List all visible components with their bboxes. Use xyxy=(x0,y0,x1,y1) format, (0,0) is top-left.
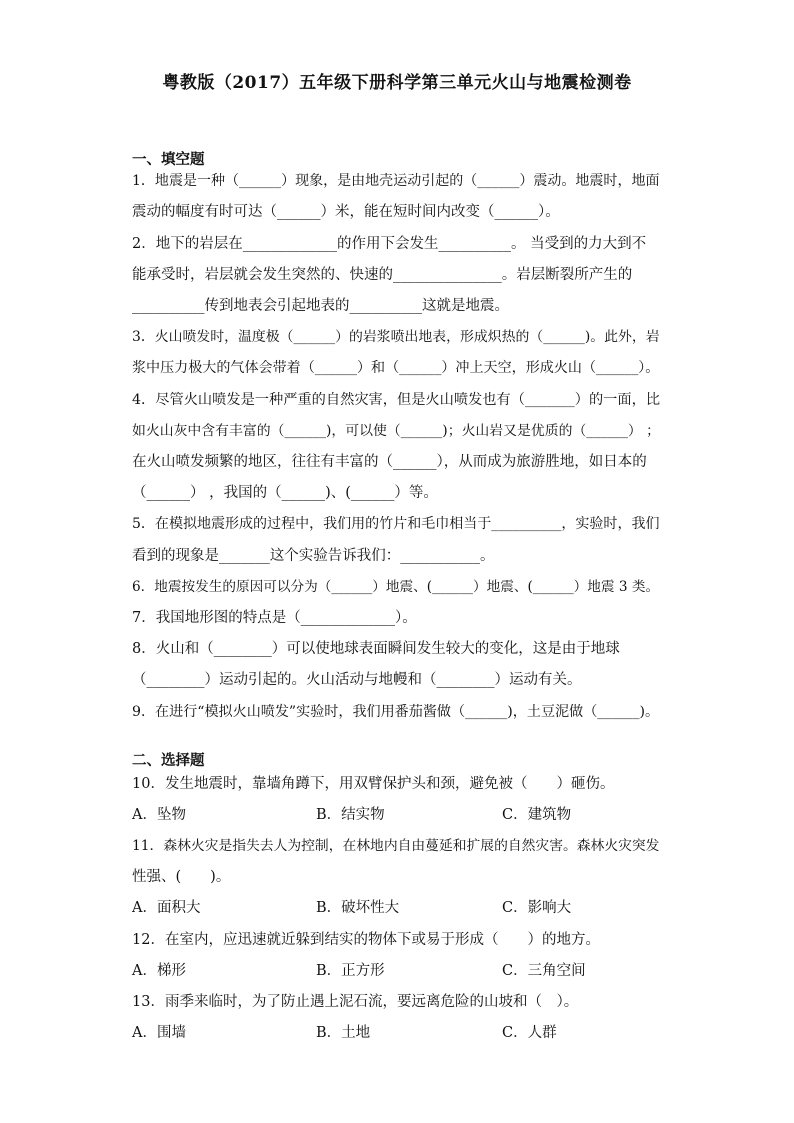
question-line: 看到的现象是_______这个实验告诉我们：___________。 xyxy=(132,548,495,564)
option-b[interactable]: B．正方形 xyxy=(316,963,385,979)
question-line: 4．尽管火山喷发是一种严重的自然灾害，但是火山喷发也有（_______）的一面，比 xyxy=(132,392,661,408)
question-line: 2．地下的岩层在_____________的作用下会发生__________。 当受到的力大到不 xyxy=(132,236,647,252)
option-b[interactable]: B．结实物 xyxy=(316,807,385,823)
question-line: （________）运动引起的。火山活动与地幔和（________）运动有关。 xyxy=(132,672,582,688)
question-line: 9．在进行“模拟火山喷发”实验时，我们用番茄酱做（______)，土豆泥做（______)。 xyxy=(132,704,660,720)
question-line: 12．在室内，应迅速就近躲到结实的物体下或易于形成（ ）的地方。 xyxy=(132,932,600,948)
page-title: 粤教版（2017）五年级下册科学第三单元火山与地震检测卷 xyxy=(162,73,632,93)
option-b[interactable]: B．土地 xyxy=(316,1025,371,1041)
question-line: 5．在模拟地震形成的过程中，我们用的竹片和毛巾相当于__________，实验时，我们 xyxy=(132,516,660,532)
option-b[interactable]: B．破坏性大 xyxy=(316,900,400,916)
section-heading-multiple-choice: 二、选择题 xyxy=(132,752,205,769)
option-c[interactable]: C．建筑物 xyxy=(502,807,572,823)
option-a[interactable]: A．梯形 xyxy=(132,963,186,979)
question-line: 性强、( )。 xyxy=(132,869,231,885)
section-heading-fill-blank: 一、填空题 xyxy=(132,151,205,168)
option-a[interactable]: A．面积大 xyxy=(132,900,201,916)
option-c[interactable]: C．影响大 xyxy=(502,900,572,916)
question-line: 浆中压力极大的气体会带着（______）和（______）冲上天空，形成火山（______）。 xyxy=(132,360,660,376)
question-line: __________传到地表会引起地表的__________这就是地震。 xyxy=(132,298,509,314)
question-line: 1．地震是一种（______）现象，是由地壳运动引起的（______）震动。地震时，地面 xyxy=(132,173,660,189)
option-c[interactable]: C．三角空间 xyxy=(502,963,586,979)
question-line: （______） ，我国的（______)、(______）等。 xyxy=(132,485,438,501)
question-line: 8．火山和（________）可以使地球表面瞬间发生较大的变化，这是由于地球 xyxy=(132,641,620,657)
question-line: 在火山喷发频繁的地区，往往有丰富的（______），从而成为旅游胜地，如日本的 xyxy=(132,454,647,470)
question-line: 6．地震按发生的原因可以分为（______）地震、(______）地震、(______）地震 3 类。 xyxy=(132,579,660,595)
option-c[interactable]: C．人群 xyxy=(502,1025,557,1041)
question-line: 13．雨季来临时，为了防止遇上泥石流，要远离危险的山坡和（ ）。 xyxy=(132,994,579,1010)
question-line: 能承受时，岩层就会发生突然的、快速的_______________。岩层断裂所产生的 xyxy=(132,267,633,283)
question-line: 11．森林火灾是指失去人为控制，在林地内自由蔓延和扩展的自然灾害。森林火灾突发 xyxy=(132,838,660,854)
question-line: 震动的幅度有时可达（______）米，能在短时间内改变（______）。 xyxy=(132,204,560,220)
question-line: 10．发生地震时，靠墙角蹲下，用双臂保护头和颈，避免被（ ）砸伤。 xyxy=(132,776,615,792)
question-line: 7．我国地形图的特点是（_____________）。 xyxy=(132,610,417,626)
option-a[interactable]: A．坠物 xyxy=(132,807,186,823)
question-line: 如火山灰中含有丰富的（______)，可以使（______)；火山岩又是优质的（______） ； xyxy=(132,423,661,439)
question-line: 3．火山喷发时，温度极（______）的岩浆喷出地表，形成炽热的（______)。此外，岩 xyxy=(132,329,660,345)
option-a[interactable]: A．围墙 xyxy=(132,1025,186,1041)
